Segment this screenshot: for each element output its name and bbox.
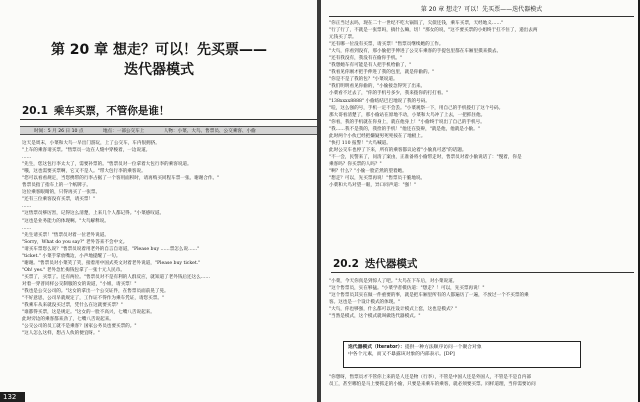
text-line: "想走？可以，先买票再说！"售票员干脆地说。 [329,176,426,182]
text-line: …… [22,204,32,210]
left-page [0,0,317,402]
meta-time: 时间：5 月 26 日 10 点 [34,129,84,134]
right-page [321,0,640,402]
text-line: "我……我不是我的，我捡的手机！"他还在狡辩，"就是他，他就是小偷。" [329,126,480,132]
text-line: "谢谢。"售票员对小菜笑了笑，接着用中国式英文对着老外说道，"Please buy ticket." [22,260,201,266]
text-line: 售票员指了指车上的一个纸牌子。 [22,183,91,189]
definition-text-1: 提供一种方法顺序访问一个聚合对象 [404,345,482,350]
text-line: "上车的乘客请买票。"售票员一边在人缝中穿梭着，一边说道。 [22,148,151,154]
text-line: "这售票员够厉害，记得这么清楚，上来几个人都记得。"小菜感叹道。 [22,211,165,217]
text-line: "快打 110 报警！"大鸟喊道。 [329,140,391,146]
text-line: 小菜和大鸟对望一眼，异口同声道："强！" [329,183,416,189]
text-line: "大鸟，你看到没有，那小偷把手伸进了公交车乘客的手提包里都在车厢里摸来摸去。 [329,49,502,55]
text-line: 小菜看不过去了，"你的手机号多少，我来拨你的打打看。" [329,91,449,97]
right-body-text-top [329,20,634,189]
text-line: 员工，甚至哪怕是马上要抓走的小偷，只要是来乘车的乘客，就必须要买票。同样道理，当你需要访问 [329,382,536,388]
text-line: "先生，您这包行李太大了，需要补票的。"售票员对一位拿着大包行李的乘客说道。 [22,162,192,168]
text-line: 此时旁边的乘客都来劲了，七嘴八舌说起来。 [22,317,114,323]
definition-text-2: 中各个元素，而又不暴露该对象的内部表示。[DP] [348,352,455,357]
text-line: 此时两个小伙已经把嫌疑男死死按在了地板上。 [329,133,426,139]
text-line: 对着一穿普同样公交制服的女的说道，"小姐，请买票！" [22,281,137,287]
text-line: 乘客吗？你买票的人吗？" [329,161,382,167]
section-title: 迭代器模式 [364,258,418,270]
section-heading-20-2 [333,256,417,271]
meta-place: 地点：一部公交车上 [102,129,145,134]
text-line: "我也是公交公司的。"这女的拿出一个公交证件，在售票员面前晃了晃。 [22,288,169,294]
section-title: 乘车买票，不管你是谁！ [53,105,170,117]
left-body-text [22,140,313,337]
text-line: "Sorry，What do you say?" 老外答来不会中文。 [22,239,128,245]
running-head: 第 20 章 想走？可以！先买票——迭代器模式 [329,3,634,17]
text-line: "啊？什么？"小偷一脸茫然的望着她。 [329,168,407,174]
text-line: "还有哪一位没有买票，请买票！"售票员继续她的工作。 [329,42,444,48]
text-line: 客。这也是一个设计模式的体现。" [329,300,401,306]
text-line: "公交公司的员工就不是乘客？国家公务员也要买票的。" [22,324,137,330]
text-line: "小菜，今天你真是到惊人了吧。"大鸟在下车后，对小菜说道。 [329,279,458,284]
text-line: "当然是模式，这个模式就叫做迭代器模式。" [329,314,421,320]
text-line: 这位乘客眼睛的，只得再买了一张票。 [22,190,101,196]
text-line: "哇，这么强的号，手机一定不会丢。"小菜观察一下，用自己的手机拨打了这个号码。 [329,105,504,111]
text-line: "这个售票员其实在做一件重要的事，就是把车厢里所有的人都遍历了一遍，不放过一个不买票的乘 [329,293,529,299]
right-body-text-mid [329,278,634,320]
section-rule [20,119,317,120]
text-line: "不好意思，公司早就规定了，工作证不得作为乘车凭证，请您买票。" [22,296,165,302]
text-line: "大鸟，你也够强，什么都可以往设计模式上套，这也是模式？" [329,307,458,313]
section-heading-20-1 [22,103,169,118]
text-line: "谁都得买票，这是规定。"这女的一脸不高兴，七嘴八舌说起来。 [22,310,155,316]
text-line: "你正当过去吗，现在二十一世纪不吃大锅饭了，欠债还钱，乘车买票，天经地义……" [329,21,504,26]
text-line: 元钱买了票。 [329,35,357,41]
text-line: 此时公交车也停了下来，所有的乘客都议论着"小偷真可恶"的话题。 [329,147,467,153]
text-line: …… [22,225,32,231]
text-line: 那大哥看清楚了，那小偷站在原地不动，小菜和大鸟冲了上去，一把抓住他。 [329,112,486,118]
text-line: "请买车票您么说？"售票员说着用老外的自言自语道，"Please buy ……票怎么说……" [22,246,200,252]
text-line: "你想呀，售票员才不管你上来的是人还是物（行李），不管是中国人还是外国人，不管是不是自内部 [329,375,531,380]
text-line: "还有三位乘客没有买票，请买票！" [22,197,96,203]
right-body-text-bottom [329,374,634,388]
text-line: "这个售票员，实在够猛。"小菜学者模仿道："想走？！可以，先买票再说！" [329,286,485,292]
text-line: "ticket." 小菜手掌放嘴边，小声地提醒了一句。 [22,253,121,259]
text-line: "您可以看看规定，当您携带的行李占据了一个客用面积时，请再购买同程车票一张。谢谢合作。" [22,176,220,182]
text-line: "我想她车有可能是有人把手机给偷了，" [329,63,412,69]
text-line: "你是不是了我的包？"小菜说道。 [329,77,398,83]
text-line: 这天是周末，小菜和大鸟一早出门游玩，上了公交车，车内很拥挤。 [22,141,160,146]
scene-meta-bar [20,126,317,135]
chapter-title-line1: 第 20 章 想走？可以！先买票—— [50,42,268,58]
text-line: "先生请买票！"售票员对着一位老外说道。 [22,232,109,238]
definition-box [343,341,581,368]
text-line: "138xxxx8888" 小偷结结巴巴地说了我的号码。 [329,98,430,104]
chapter-title [28,40,290,80]
text-line: "我乘车从来就没买过票，凭什么在这就要买票？" [22,303,123,309]
text-line: "不一会，民警来了，问清了案由，正准备将小偷带走时，售票员对着小偷说话了："慢着，你是 [329,154,522,160]
text-line: "买票了，买票了。还有两位。"售票员对不是有利的人群反应，就知道了老外钱后还这么…… [22,274,210,280]
text-line: "哦，这也需要买票啊，它又不是人。"带大包行李的乘客说。 [22,169,146,175]
text-line: …… [22,155,32,161]
text-line: "你看，我的手机就在你身上，就在他身上！"小偷终于说出了自己的手机号。 [329,119,485,125]
text-line: "行了行了，不就是一张票吗，搞什么嘛，切！"那女的说，"这不要买票的小姐终于扛不住了，递出去两 [329,28,538,34]
text-line: "我看见你刚才把手伸进了我的包里，就是你偷的。" [329,70,435,76]
page-number: 132 [0,392,25,402]
section-number: 20.1 [22,105,48,117]
meta-people: 人物：小菜、大鸟、售票员、公交乘客、小偷 [163,129,256,134]
text-line: "我们明明看见你偷的，"小偷接急得哭了出来。 [329,84,426,90]
text-line: "这也是业务能力的体现啊。"大鸟解释说。 [22,218,109,224]
text-line: "Oh! yes." 老外急忙掏钱包拿了一张十元人民币。 [22,267,125,273]
text-line: "还有我没有，我没有在偷你手机。" [329,56,403,62]
definition-term: 迭代器模式（Iterator）： [348,345,405,350]
chapter-title-line2: 迭代器模式 [124,62,194,78]
section-rule [331,272,634,273]
section-number: 20.2 [333,258,359,270]
text-line: "这人怎么这样，想占人伙的便宜呀。" [22,331,100,337]
